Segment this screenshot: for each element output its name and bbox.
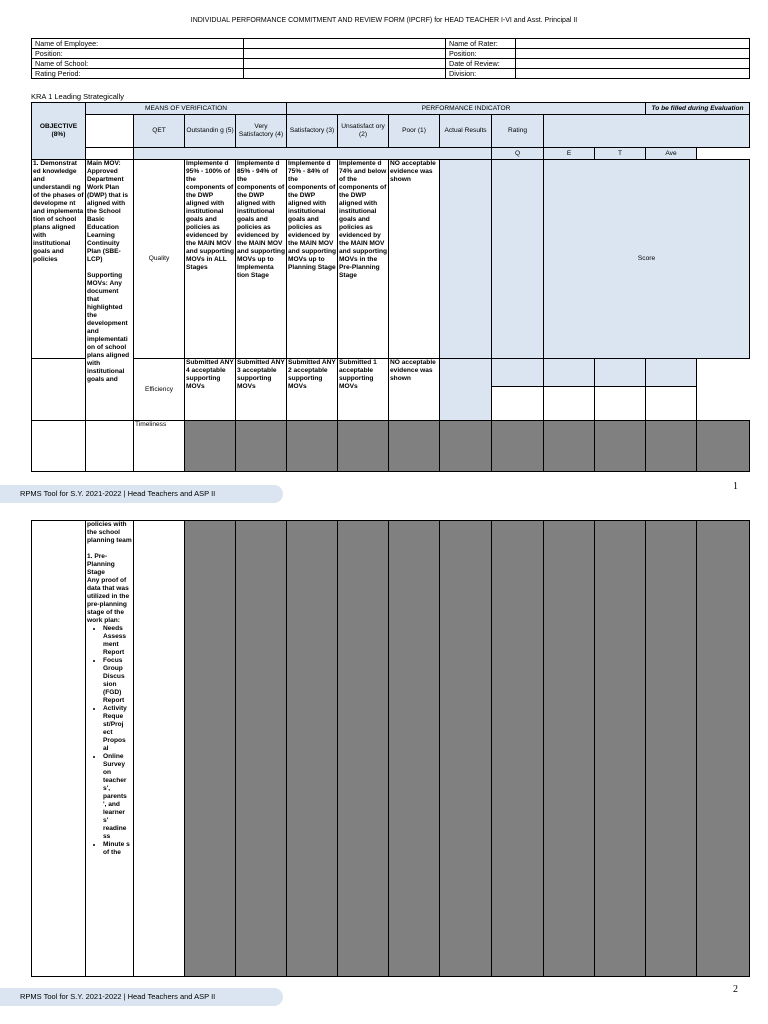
timeliness-outstanding — [185, 421, 236, 472]
rating-header-blank — [544, 115, 750, 148]
efficiency-rating-t[interactable] — [595, 359, 646, 387]
efficiency-satisfactory: Submitted ANY 2 acceptable supporting MOVs — [287, 359, 338, 421]
efficiency-rating-q[interactable] — [492, 359, 544, 387]
objective-cell — [32, 160, 86, 359]
gray-cell-unsatisfactory-p2 — [338, 521, 389, 977]
qet-header: QET — [134, 115, 185, 148]
rating-period-field[interactable] — [244, 69, 446, 79]
timeliness-rating-extra — [697, 421, 750, 472]
indicator-subheader-blank — [134, 148, 492, 160]
rater-position-field[interactable] — [516, 49, 750, 59]
score-cell[interactable] — [544, 160, 750, 359]
efficiency-rating-t-2[interactable] — [595, 387, 646, 421]
document-title: INDIVIDUAL PERFORMANCE COMMITMENT AND REVIEW FORM (IPCRF) for HEAD TEACHER I-VI and Asst. Principal II — [190, 17, 578, 24]
quality-very-satisfactory: Implemente d 85% - 94% of the components of the DWP aligned with institutional goals and policies as evidenced by the MAIN MOV and supporting MOVs up to Implementa tion Stage — [236, 160, 287, 359]
supporting-movs-text-continued: that highlighted the development and implementati on of school plans aligned with institutional goals and — [87, 296, 130, 383]
efficiency-unsatisfactory: Submitted 1 acceptable supporting MOVs — [338, 359, 389, 421]
name-of-school-label: Name of School: — [32, 59, 244, 69]
performance-table-page2 — [31, 520, 750, 977]
name-of-rater-field[interactable] — [516, 39, 750, 49]
gray-cell-actual-results-p2 — [440, 521, 492, 977]
timeliness-poor — [389, 421, 440, 472]
gray-cell-rating-q-p2 — [492, 521, 544, 977]
page-footer-1 — [0, 485, 283, 503]
mov-subheader-blank — [86, 148, 134, 160]
name-of-rater-label: Name of Rater: — [446, 39, 516, 49]
objective-cell-continued — [32, 359, 86, 421]
page-number-1: 1 — [733, 481, 738, 492]
supporting-movs-text: Supporting MOVs: Any document — [87, 272, 123, 295]
performance-indicator-header: PERFORMANCE INDICATOR — [287, 103, 646, 115]
date-of-review-field[interactable] — [516, 59, 750, 69]
quality-label: Quality — [134, 160, 185, 359]
gray-cell-outstanding-p2 — [185, 521, 236, 977]
satisfactory-header: Satisfactory (3) — [287, 115, 338, 148]
very-satisfactory-header: Very Satisfactory (4) — [236, 115, 287, 148]
main-mov-text: Main MOV: Approved Department Work Plan (DWP) that is aligned with the School Basic Education Learning Continuity Plan (SBE-LCP) — [87, 160, 129, 263]
gray-cell-very-satisfactory-p2 — [236, 521, 287, 977]
timeliness-label: Timeliness — [134, 421, 185, 472]
position-label: Position: — [32, 49, 244, 59]
performance-table-page1 — [31, 102, 750, 472]
actual-results-header: Actual Results — [440, 115, 492, 148]
quality-actual-results[interactable] — [440, 160, 492, 359]
list-item: • Online Survey on teacher s', parents ', and learner s' readine ss — [103, 753, 132, 841]
efficiency-rating-e-2[interactable] — [544, 387, 595, 421]
efficiency-rating-e[interactable] — [544, 359, 595, 387]
efficiency-poor: NO acceptable evidence was shown — [389, 359, 440, 421]
name-of-school-field[interactable] — [244, 59, 446, 69]
timeliness-unsatisfactory — [338, 421, 389, 472]
q-header: Q — [492, 148, 544, 160]
to-be-filled-header: To be filled during Evaluation — [646, 103, 750, 115]
gray-cell-rating-e-p2 — [544, 521, 595, 977]
efficiency-rating-q-2[interactable] — [492, 387, 544, 421]
qet-cell-p2 — [134, 521, 185, 977]
mov-cell-bottom — [86, 421, 134, 472]
list-item: • Minute s of the — [103, 841, 132, 857]
name-of-employee-field[interactable] — [244, 39, 446, 49]
employee-info-table — [31, 38, 750, 79]
quality-rating-q[interactable] — [492, 160, 544, 359]
timeliness-rating-t — [595, 421, 646, 472]
efficiency-label: Efficiency — [134, 359, 185, 421]
ave-header: Ave — [646, 148, 697, 160]
quality-unsatisfactory: Implemente d 74% and below of the components of the DWP aligned with institutional goals and policies as evidenced by the MAIN MOV and supporting MOVs in the Pre-Planning Stage — [338, 160, 389, 359]
pre-planning-heading: 1. Pre-Planning Stage — [87, 553, 115, 576]
quality-outstanding: Implemente d 95% - 100% of the components of the DWP aligned with institutional goals and policies as evidenced by the MAIN MOV and supporting MOVs in ALL Stages — [185, 160, 236, 359]
poor-header: Poor (1) — [389, 115, 440, 148]
objective-text: 1. Demonstrat ed knowledge and understandi ng of the phases of developme nt and implementa tion of school plans aligned with institutional goals and policies — [33, 160, 84, 263]
objective-cell-p2 — [32, 521, 86, 977]
gray-cell-extra-p2 — [697, 521, 750, 977]
unsatisfactory-header: Unsatisfact ory (2) — [338, 115, 389, 148]
quality-satisfactory: Implemente d 75% - 84% of the components of the DWP aligned with institutional goals and policies as evidenced by the MAIN MOV and supporting MOVs up to Planning Stage — [287, 160, 338, 359]
outstanding-header: Outstandin g (5) — [185, 115, 236, 148]
quality-poor: NO acceptable evidence was shown — [389, 160, 440, 359]
gray-cell-rating-ave-p2 — [646, 521, 697, 977]
timeliness-satisfactory — [287, 421, 338, 472]
rating-period-label: Rating Period: — [32, 69, 244, 79]
mov-header-blank — [86, 115, 134, 148]
timeliness-rating-e — [544, 421, 595, 472]
timeliness-very-satisfactory — [236, 421, 287, 472]
efficiency-actual-results[interactable] — [440, 359, 492, 421]
footer-text-1: RPMS Tool for S.Y. 2021-2022 | Head Teachers and ASP II — [20, 489, 216, 498]
list-item: • Focus Group Discus sion (FGD) Report — [103, 657, 132, 705]
timeliness-rating-ave — [646, 421, 697, 472]
t-header: T — [595, 148, 646, 160]
efficiency-rating-ave[interactable] — [646, 359, 697, 387]
gray-cell-rating-t-p2 — [595, 521, 646, 977]
position-field[interactable] — [244, 49, 446, 59]
footer-text-2: RPMS Tool for S.Y. 2021-2022 | Head Teachers and ASP II — [20, 992, 216, 1001]
score-label: Score — [637, 255, 656, 262]
date-of-review-label: Date of Review: — [446, 59, 516, 69]
rater-position-label: Position: — [446, 49, 516, 59]
timeliness-actual-results — [440, 421, 492, 472]
name-of-employee-label: Name of Employee: — [32, 39, 244, 49]
means-of-verification-header: MEANS OF VERIFICATION — [86, 103, 287, 115]
pre-planning-list — [87, 625, 132, 857]
gray-cell-satisfactory-p2 — [287, 521, 338, 977]
division-label: Division: — [446, 69, 516, 79]
mov-continued-text: policies with the school planning team — [87, 521, 132, 544]
efficiency-outstanding: Submitted ANY 4 acceptable supporting MOVs — [185, 359, 236, 421]
timeliness-rating-q — [492, 421, 544, 472]
rating-header: Rating — [492, 115, 544, 148]
mov-cell — [86, 160, 134, 421]
gray-cell-poor-p2 — [389, 521, 440, 977]
mov-cell-p2 — [86, 521, 134, 977]
objective-header: OBJECTIVE (8%) — [32, 103, 86, 160]
efficiency-rating-ave-2[interactable] — [646, 387, 697, 421]
page-footer-2 — [0, 988, 283, 1006]
kra-label: KRA 1 Leading Strategically — [31, 92, 124, 101]
objective-cell-bottom — [32, 421, 86, 472]
list-item: • Activity Reque st/Proj ect Propos al — [103, 705, 132, 753]
e-header: E — [544, 148, 595, 160]
page-number-2: 2 — [733, 984, 738, 995]
list-item: • Needs Assess ment Report — [103, 625, 132, 657]
pre-planning-text: Any proof of data that was utilized in the pre-planning stage of the work plan: — [87, 577, 130, 624]
division-field[interactable] — [516, 69, 750, 79]
efficiency-very-satisfactory: Submitted ANY 3 acceptable supporting MOVs — [236, 359, 287, 421]
